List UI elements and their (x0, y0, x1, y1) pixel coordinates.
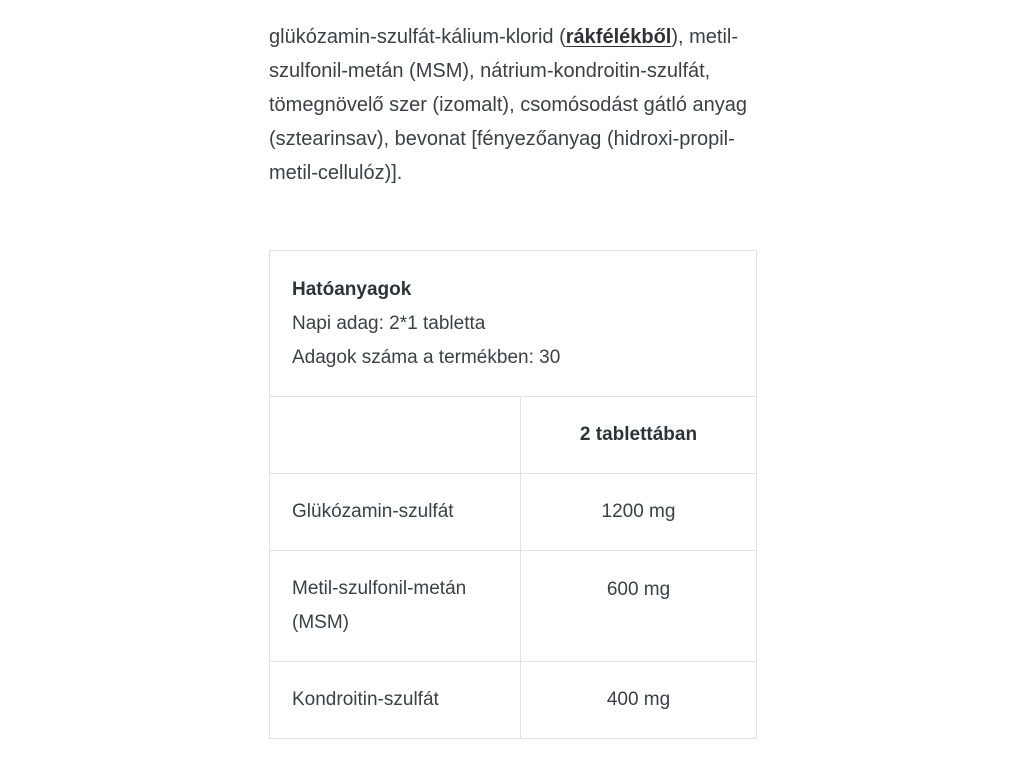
table-header-cell (270, 251, 757, 397)
active-ingredients-table (269, 250, 757, 739)
ingredients-text-end: ), metil-szulfonil-metán (MSM), nátrium-kondroitin-szulfát, tömegnövelő szer (izomalt), csomósodást gátló anyag (sztearinsav), bevonat [fényezőanyag (hidroxi-propil-metil-cellulóz)]. (269, 26, 748, 184)
daily-dose-text: Napi adag: 2*1 tabletta (292, 312, 486, 334)
table-row (270, 474, 757, 551)
table-header-row (270, 251, 757, 397)
ingredient-amount: 400 mg (521, 662, 757, 739)
ingredients-text (269, 20, 759, 190)
servings-text: Adagok száma a termékben: 30 (292, 346, 561, 368)
table-row (270, 551, 757, 662)
empty-header-cell (270, 397, 521, 474)
ingredient-name: Glükózamin-szulfát (270, 474, 521, 551)
table-row (270, 662, 757, 739)
table-title: Hatóanyagok (292, 278, 412, 300)
ingredient-amount: 1200 mg (521, 474, 757, 551)
column-header-amount: 2 tablettában (521, 397, 757, 474)
ingredients-text-start: glükózamin-szulfát-kálium-klorid ( (269, 26, 566, 48)
ingredient-name: Metil-szulfonil-metán (MSM) (270, 551, 521, 662)
ingredient-name: Kondroitin-szulfát (270, 662, 521, 739)
column-header-row (270, 397, 757, 474)
ingredient-amount: 600 mg (521, 551, 757, 662)
allergen-highlight: rákfélékből (565, 26, 672, 48)
